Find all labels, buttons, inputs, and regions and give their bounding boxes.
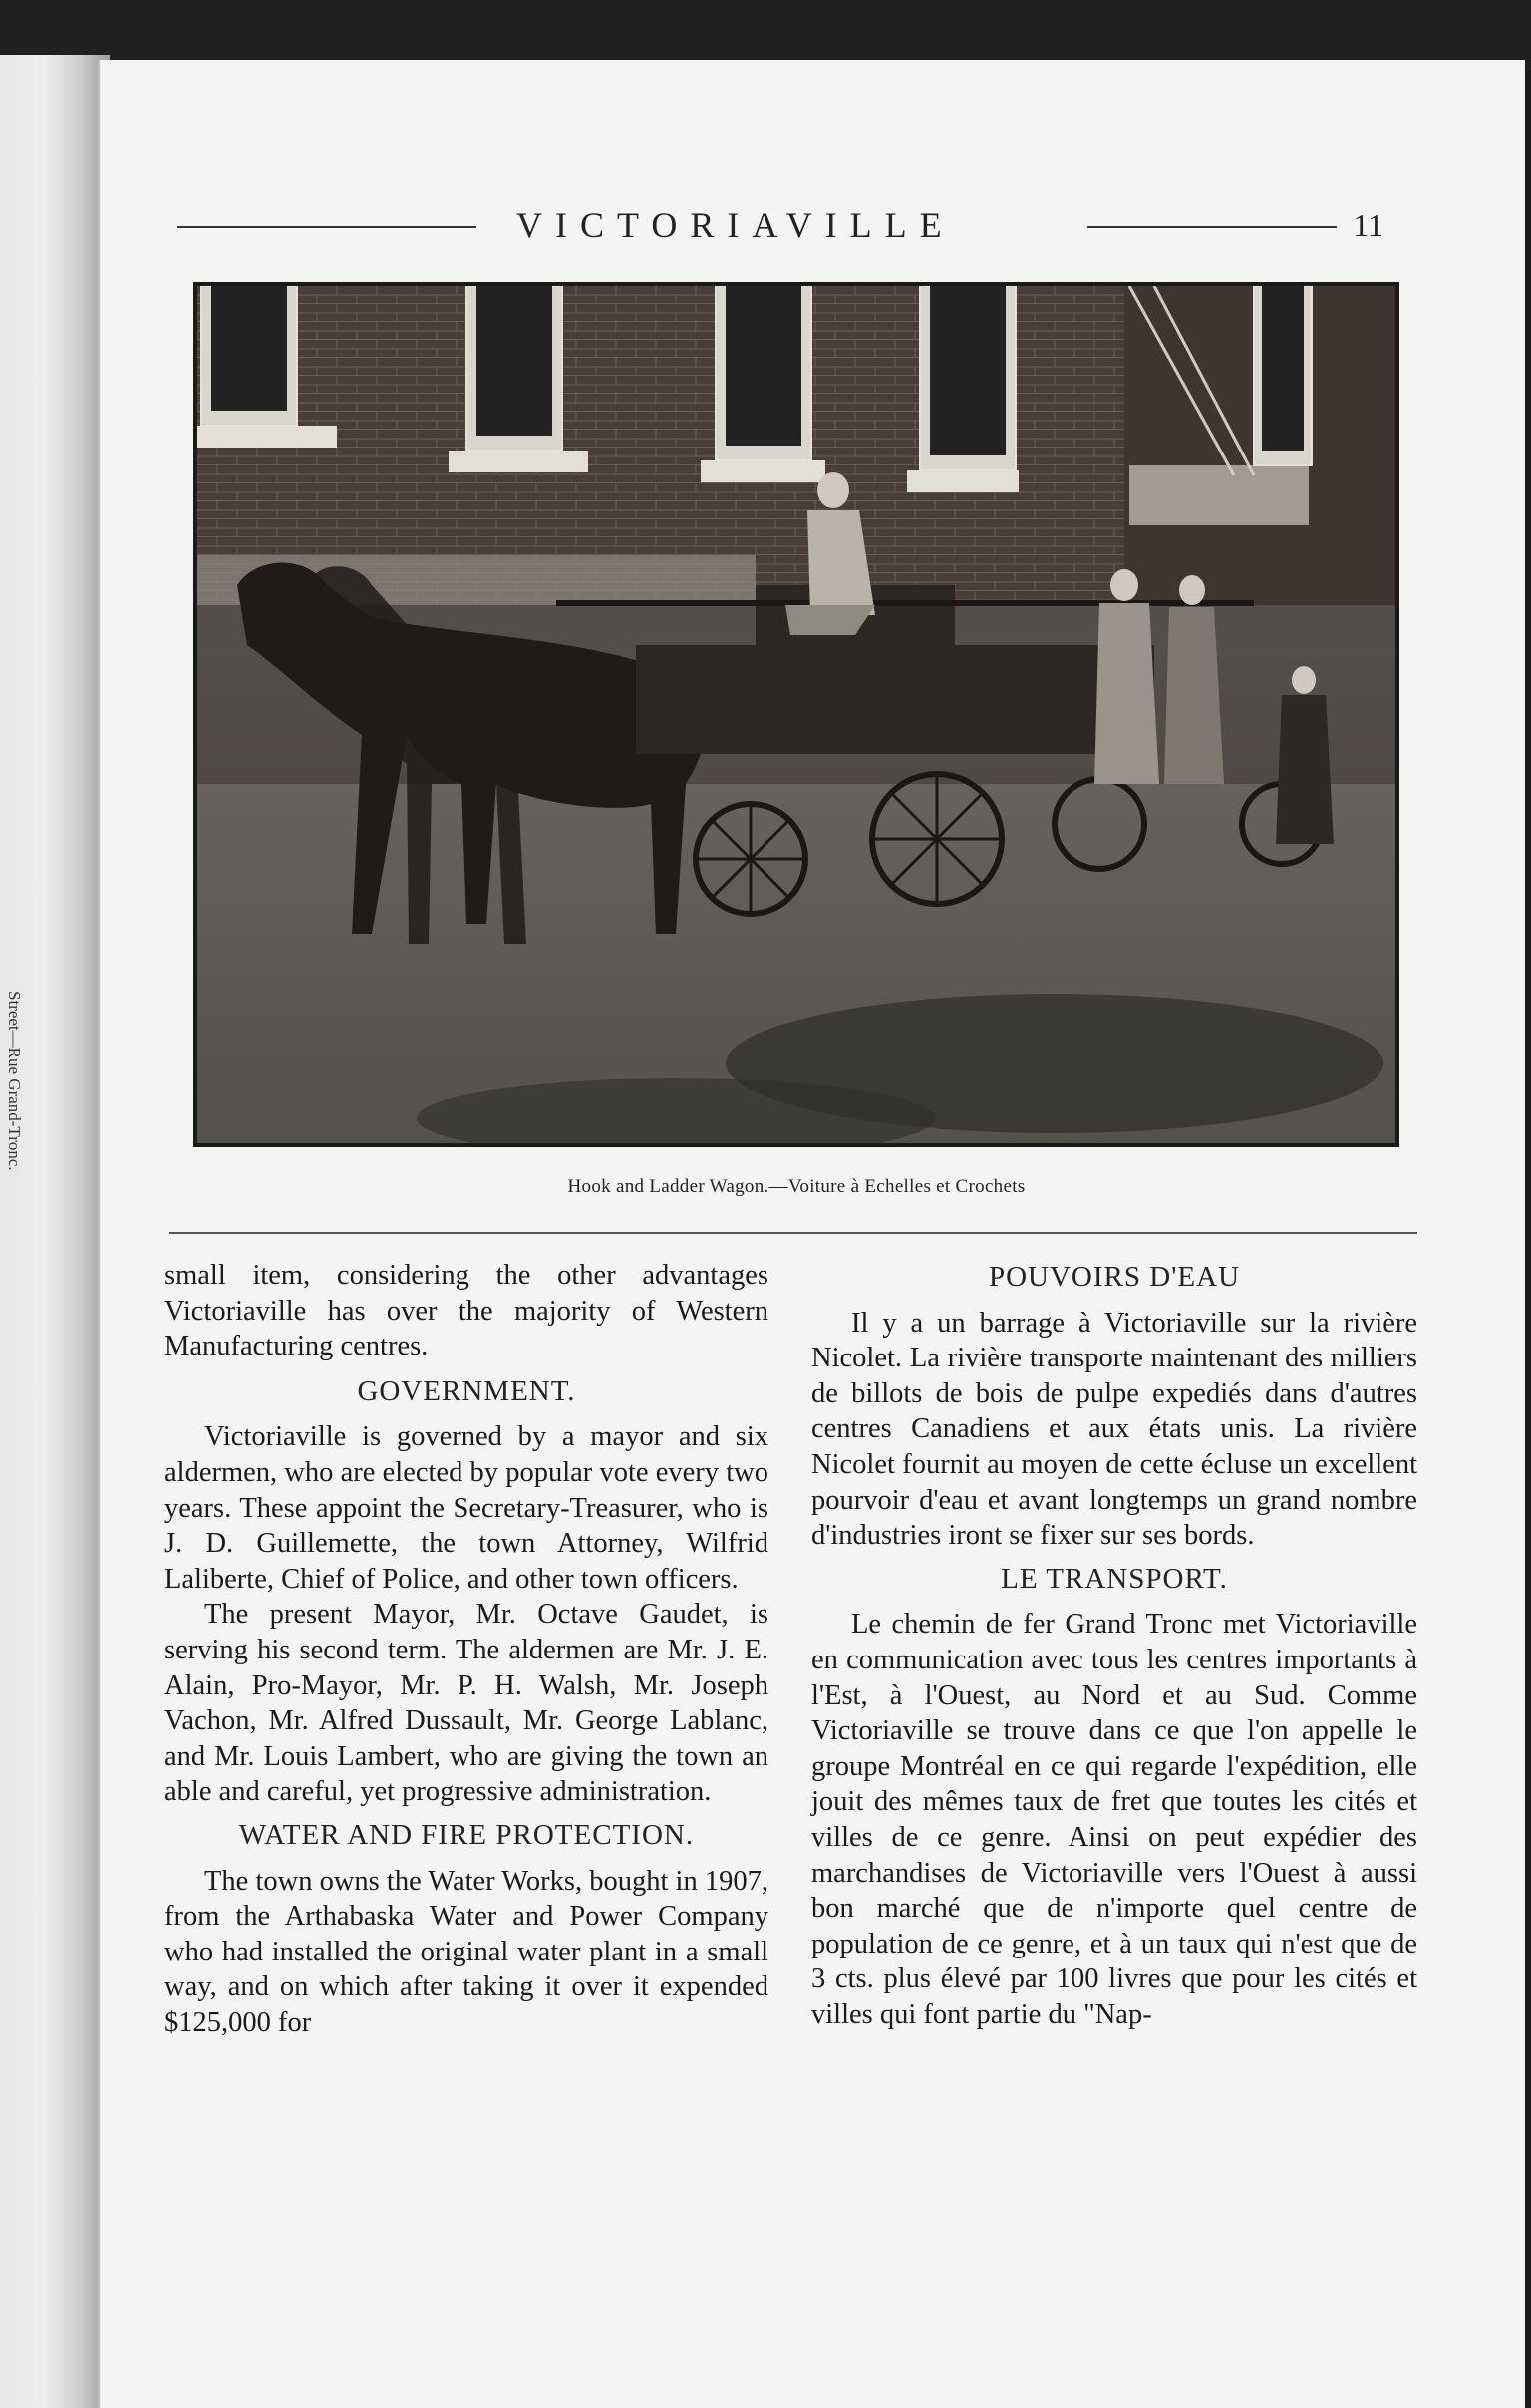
heading-water-fire-protection: WATER AND FIRE PROTECTION. — [238, 1818, 695, 1851]
paragraph-government-2: The present Mayor, Mr. Octave Gaudet, is serving his second term. The aldermen are Mr. J. E. Alain, Pro-Mayor, Mr. P. H. Walsh, Mr. Joseph Vachon, Mr. Alfred Dussault, Mr. George Lablanc, and Mr. Louis Lambert, who are giving the town an able and careful, yet progressive administration. — [164, 1599, 768, 1808]
page-number: 11 — [1353, 207, 1383, 243]
photo-caption: Hook and Ladder Wagon.—Voiture à Echelles et Crochets — [567, 1176, 1026, 1197]
heading-le-transport: LE TRANSPORT. — [1001, 1562, 1228, 1595]
left-column — [164, 1258, 768, 2040]
heading-pouvoirs-deau: POUVOIRS D'EAU — [988, 1261, 1241, 1293]
paragraph-water-works: The town owns the Water Works, bought in 1907, from the Arthabaska Water and Power Company who had installed the original water plant in a small way, and on which after taking it over it expended $125,000 for — [164, 1865, 768, 2038]
right-column — [811, 1258, 1417, 2032]
header-rule-right — [1087, 226, 1337, 228]
hook-and-ladder-photo — [193, 282, 1399, 1147]
paragraph-le-transport: Le chemin de fer Grand Tronc met Victoriaville en communication avec tous les centres importants à l'Est, à l'Ouest, au Nord et au Sud. Comme Victoriaville se trouve dans ce que l'on appelle le groupe Montréal en ce qui regarde l'expédition, elle jouit des mêmes taux de fret que toutes les cités et villes de ce genre. Ainsi on peut expédier des marchandises de Victoriaville vers l'Ouest à aussi bon marché que de n'importe quel centre de population de ce genre, et à un taux qui n'est que de 3 cts. plus élevé par 100 livres que pour les cités et villes qui font partie du "Nap- — [811, 1609, 1417, 2030]
header-rule-left — [177, 226, 476, 228]
facing-page-edge — [0, 55, 110, 2408]
heading-government: GOVERNMENT. — [357, 1374, 576, 1407]
section-divider — [169, 1232, 1417, 1234]
running-header — [177, 204, 1383, 254]
continued-paragraph: small item, considering the other advantages Victoriaville has over the majority of Western Manufacturing centres. — [164, 1260, 768, 1362]
header-title: VICTORIAVILLE — [516, 205, 955, 245]
paragraph-government-1: Victoriaville is governed by a mayor and six aldermen, who are elected by popular vote every two years. These appoint the Secretary-Treasurer, who is J. D. Guillemette, the town Attorney, Wilfrid Laliberte, Chief of Police, and other town officers. — [164, 1421, 768, 1595]
paragraph-pouvoirs-deau: Il y a un barrage à Victoriaville sur la rivière Nicolet. La rivière transporte maintenant des milliers de billots de bois de pulpe expediés dans d'autres centres Canadiens et aux états unis. La rivière Nicolet fournit au moyen de cette écluse un excellent pourvoir d'eau et avant longtemps un grand nombre d'industries iront se fixer sur ses bords. — [811, 1307, 1417, 1552]
facing-page-edge-text: Street—Rue Grand-Tronc. — [5, 991, 24, 1171]
